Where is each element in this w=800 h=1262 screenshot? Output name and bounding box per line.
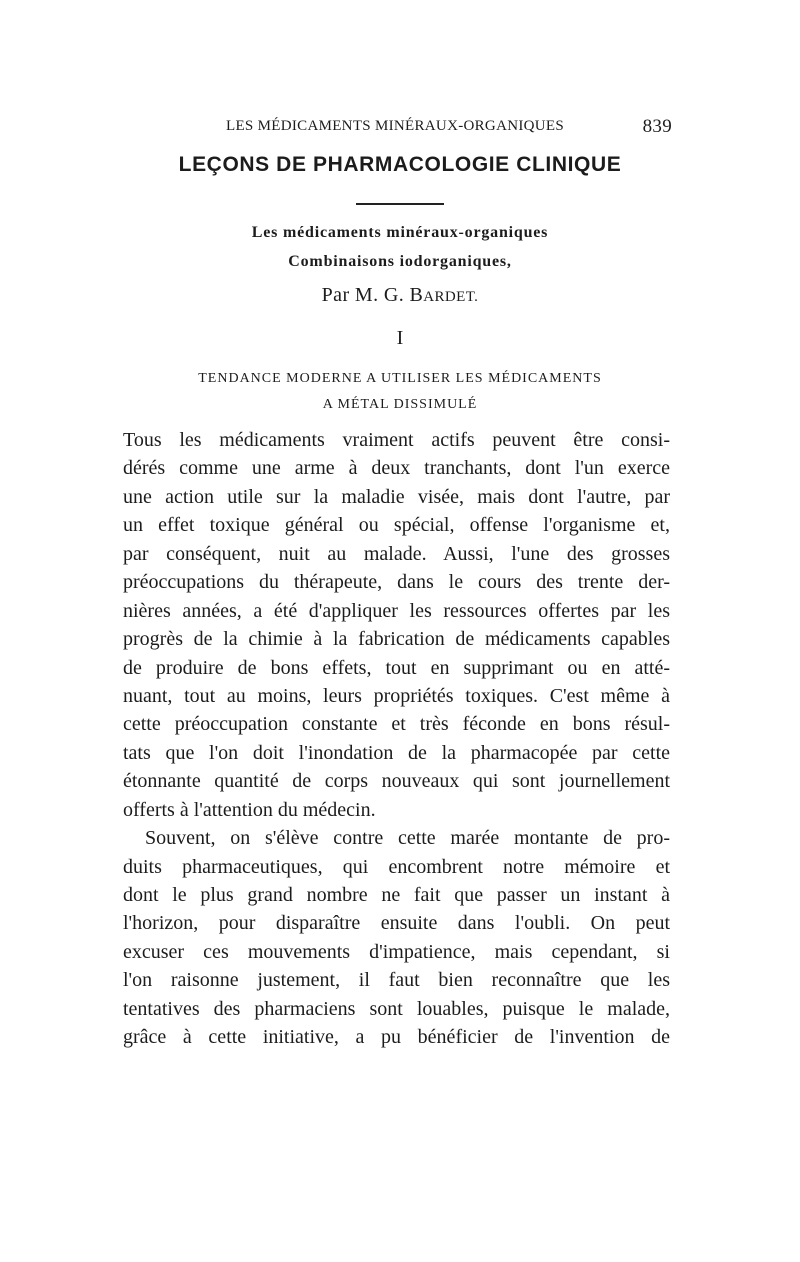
text-line: offerts à l'attention du médecin. xyxy=(123,798,376,821)
byline-prefix: Par M. G. B xyxy=(321,284,424,306)
text-line: dérés comme une arme à deux tranchants, dont l'un exerce xyxy=(123,457,670,480)
text-line: nuant, tout au moins, leurs propriétés toxiques. C'est même à xyxy=(123,684,670,707)
text-line: l'on raisonne justement, il faut bien reconnaître que les xyxy=(123,969,670,992)
text-line: duits pharmaceutiques, qui encombrent notre mémoire et xyxy=(123,855,670,878)
byline-name: ARDET. xyxy=(423,289,479,305)
subtitle-line-1: Les médicaments minéraux-organiques xyxy=(251,224,549,241)
text-line: excuser ces mouvements d'impatience, mais cependant, si xyxy=(123,940,670,963)
section-heading-line-1: TENDANCE MODERNE A UTILISER LES MÉDICAMENTS xyxy=(198,371,602,386)
author-byline xyxy=(0,284,800,307)
text-line: nières années, a été d'appliquer les ressources offertes par les xyxy=(123,599,670,622)
text-line: de produire de bons effets, tout en supprimant ou en atté- xyxy=(123,656,670,679)
section-number: I xyxy=(396,327,404,349)
page-number: 839 xyxy=(642,116,672,137)
running-header xyxy=(226,116,672,140)
text-line: progrès de la chimie à la fabrication de médicaments capables xyxy=(123,628,670,651)
text-line: tentatives des pharmaciens sont louables, puisque le malade, xyxy=(123,997,670,1020)
text-line: Souvent, on s'élève contre cette marée montante de pro- xyxy=(145,827,670,850)
title-rule xyxy=(356,203,444,205)
text-line: une action utile sur la maladie visée, mais dont l'autre, par xyxy=(123,485,670,508)
text-line: cette préoccupation constante et très féconde en bons résul- xyxy=(123,713,670,736)
text-line: l'horizon, pour disparaître ensuite dans l'oubli. On peut xyxy=(123,912,670,935)
text-line: un effet toxique général ou spécial, offense l'organisme et, xyxy=(123,514,670,537)
text-line: par conséquent, nuit au malade. Aussi, l'une des grosses xyxy=(123,542,670,565)
section-heading-line-2: A MÉTAL DISSIMULÉ xyxy=(322,397,478,412)
article-title: LEÇONS DE PHARMACOLOGIE CLINIQUE xyxy=(178,153,622,176)
text-line: étonnante quantité de corps nouveaux qui sont journellement xyxy=(123,770,670,793)
text-line: Tous les médicaments vraiment actifs peuvent être consi- xyxy=(123,429,670,451)
body-text xyxy=(123,426,670,1052)
running-title: LES MÉDICAMENTS MINÉRAUX-ORGANIQUES xyxy=(226,118,564,134)
text-line: dont le plus grand nombre ne fait que passer un instant à xyxy=(123,884,670,906)
text-line: préoccupations du thérapeute, dans le cours des trente der- xyxy=(123,571,670,594)
text-line: tats que l'on doit l'inondation de la pharmacopée par cette xyxy=(123,741,670,764)
subtitle-line-2: Combinaisons iodorganiques, xyxy=(288,253,512,270)
text-line: grâce à cette initiative, a pu bénéficier de l'invention de xyxy=(123,1026,670,1049)
